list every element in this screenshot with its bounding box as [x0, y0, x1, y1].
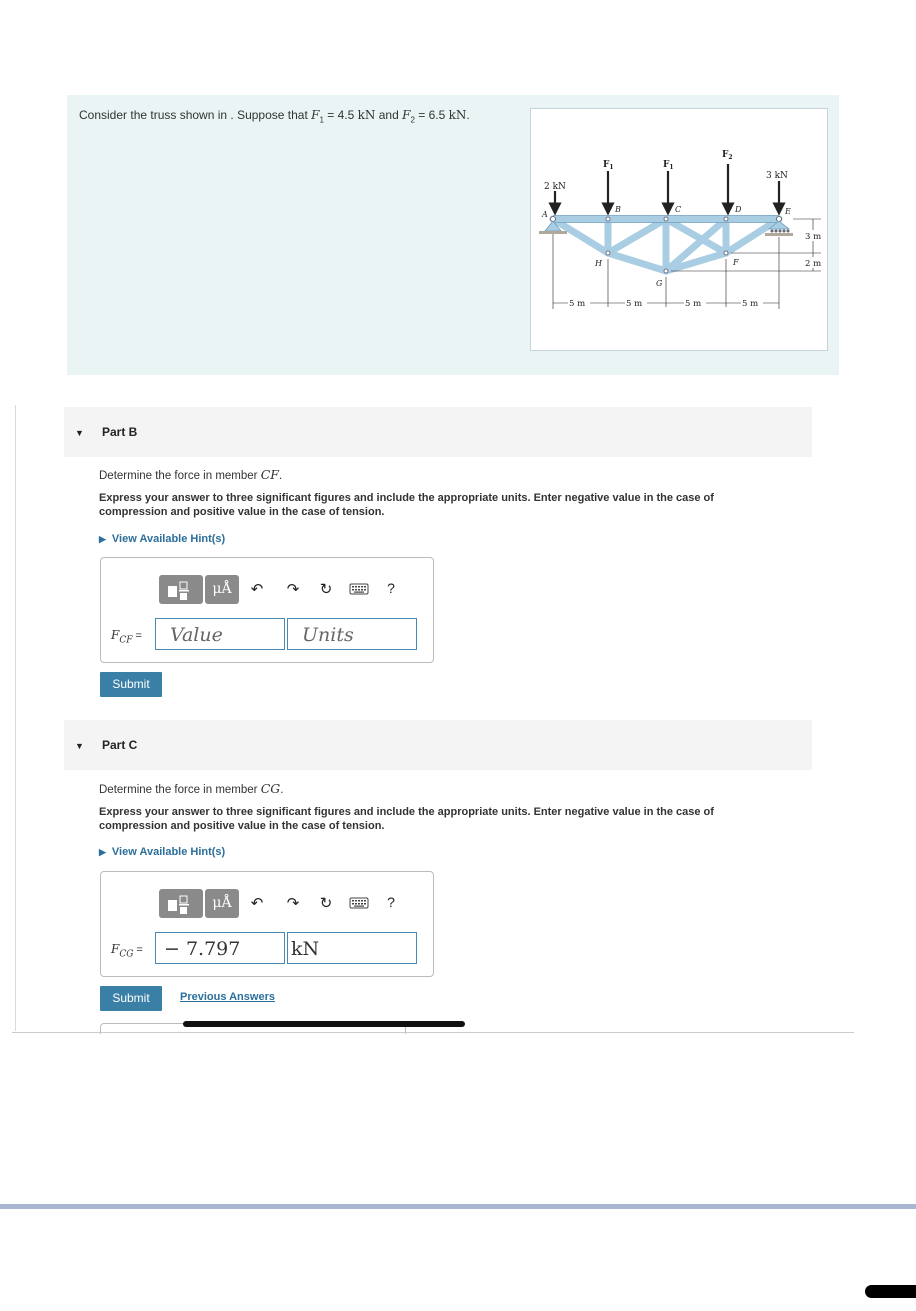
variable-label: $F_{CG}$ =	[111, 942, 143, 960]
expand-triangle-icon: ▶	[99, 534, 106, 544]
part-b-answer-box	[100, 557, 434, 663]
units-input[interactable]: Units	[287, 618, 417, 650]
part-b-hints-link[interactable]: ▶ View Available Hint(s)	[99, 533, 226, 545]
part-c-instructions: Express your answer to three significant figures and include the appropriate units. Enter negative value in the case of compression and positive value in the case of tension.	[99, 806, 714, 832]
home-indicator[interactable]	[865, 1285, 916, 1298]
part-c-submit-button[interactable]: Submit	[100, 986, 162, 1011]
math-toolbar	[159, 575, 409, 604]
help-icon[interactable]: ?	[387, 894, 395, 910]
load-arrows	[555, 164, 779, 209]
height-label: 3 m	[805, 232, 822, 242]
load-label: $F_1$	[663, 160, 674, 171]
part-b-submit-button[interactable]: Submit	[100, 672, 162, 697]
ground-left	[539, 231, 567, 234]
content-left-border	[15, 405, 16, 1031]
redo-icon[interactable]: ↷	[286, 581, 300, 598]
reset-icon[interactable]: ↻	[319, 895, 333, 912]
span-label: 5 m	[626, 299, 643, 309]
height-label: 2 m	[805, 259, 822, 269]
units-button[interactable]: μÅ	[205, 575, 239, 604]
part-c-header[interactable]	[64, 720, 812, 770]
math-toolbar	[159, 889, 409, 918]
part-c-question: Determine the force in member CG.	[99, 781, 284, 796]
truss-diagram	[531, 109, 827, 350]
keyboard-icon[interactable]	[349, 896, 369, 914]
load-label: $F_1$	[603, 160, 614, 171]
load-label: 2 kN	[544, 182, 566, 192]
f2-symbol: F	[402, 108, 411, 122]
redo-icon[interactable]: ↷	[286, 895, 300, 912]
collapse-triangle-icon[interactable]: ▼	[75, 741, 84, 751]
value-input[interactable]: − 7.797	[155, 932, 285, 964]
reset-icon[interactable]: ↻	[319, 581, 333, 598]
part-c-title: Part C	[102, 738, 138, 752]
joint-label: H	[595, 259, 602, 268]
bottom-divider	[0, 1204, 916, 1209]
variable-label: $F_{CF}$ =	[111, 628, 142, 646]
ground-right	[765, 233, 793, 236]
load-label: 3 kN	[766, 171, 788, 181]
joint-label: F	[733, 258, 739, 267]
expand-triangle-icon: ▶	[99, 847, 106, 857]
undo-icon[interactable]: ↶	[250, 895, 264, 912]
joint-label: A	[542, 210, 548, 219]
joint-label: D	[735, 205, 742, 214]
span-label: 5 m	[569, 299, 586, 309]
joint-label: G	[656, 279, 663, 288]
content-bottom-border	[12, 1032, 854, 1033]
horizontal-scrollbar[interactable]	[183, 1021, 465, 1027]
fraction-template-icon	[159, 889, 203, 918]
keyboard-icon[interactable]	[349, 582, 369, 600]
templates-button[interactable]	[159, 889, 203, 918]
span-label: 5 m	[685, 299, 702, 309]
part-c-answer-box	[100, 871, 434, 977]
units-button[interactable]: μÅ	[205, 889, 239, 918]
undo-icon[interactable]: ↶	[250, 581, 264, 598]
f1-subscript: 1	[319, 115, 324, 125]
units-input[interactable]: kN	[287, 932, 417, 964]
rollers	[771, 230, 790, 233]
joint-label: B	[615, 205, 621, 214]
problem-text: Consider the truss shown in . Suppose that $F_1 = 4.5$ kN and $F_2 = 6.5$ kN.	[79, 108, 470, 125]
f1-symbol: F	[311, 108, 320, 122]
joint-label: C	[675, 205, 682, 214]
load-label: $F_2$	[722, 150, 733, 161]
previous-answers-link[interactable]: Previous Answers	[180, 991, 275, 1003]
truss-figure	[530, 108, 828, 351]
part-b-header[interactable]	[64, 407, 812, 457]
part-b-instructions: Express your answer to three significant figures and include the appropriate units. Enter negative value in the case of compression and positive value in the case of tension.	[99, 492, 714, 518]
part-b-title: Part B	[102, 425, 138, 439]
joint-label: E	[785, 207, 791, 216]
f2-subscript: 2	[410, 115, 415, 125]
span-label: 5 m	[742, 299, 759, 309]
part-c-hints-link[interactable]: ▶ View Available Hint(s)	[99, 846, 226, 858]
templates-button[interactable]	[159, 575, 203, 604]
part-b-question: Determine the force in member CF.	[99, 467, 283, 482]
fraction-template-icon	[159, 575, 203, 604]
collapse-triangle-icon[interactable]: ▼	[75, 428, 84, 438]
truss-members	[553, 219, 779, 271]
value-input[interactable]: Value	[155, 618, 285, 650]
help-icon[interactable]: ?	[387, 580, 395, 596]
